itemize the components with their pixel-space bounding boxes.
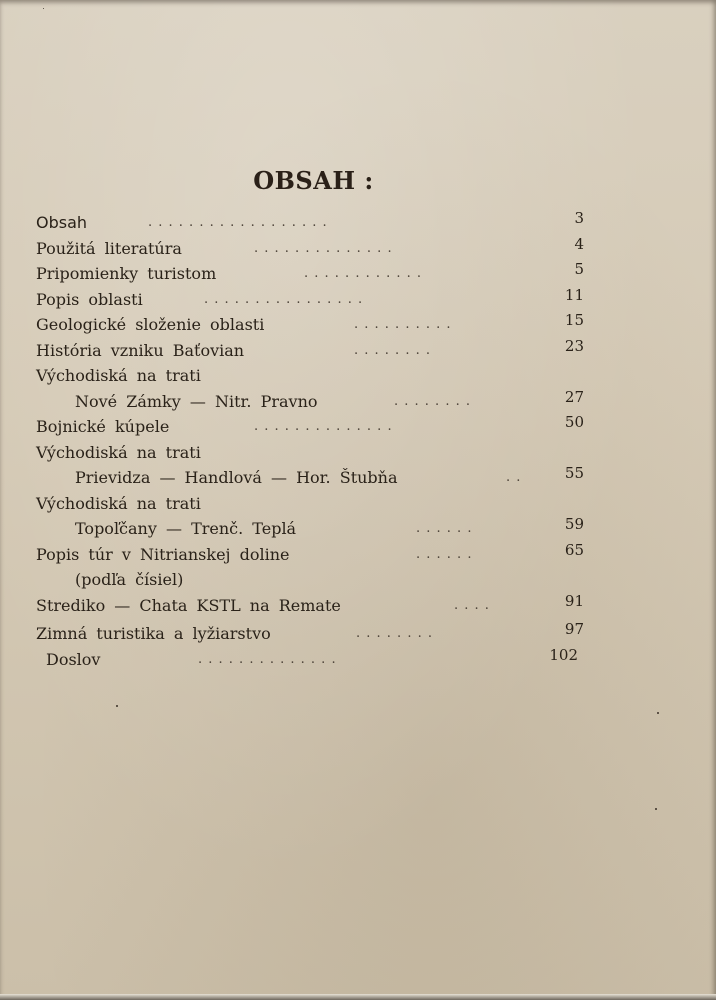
toc-entry-label: Použitá literatúra [36, 238, 182, 258]
toc-page-number: 65 [564, 540, 584, 559]
toc-entry-vychodiska-heading [36, 440, 586, 466]
toc-entry-bojnicke-kupele [36, 414, 586, 440]
toc-entry-popis-tur [36, 542, 586, 568]
toc-entry-topolcany-trencteplá [36, 516, 586, 542]
toc-entry-doslov [36, 647, 586, 673]
dot-leader: . . . . . . . . [394, 393, 471, 409]
dot-leader: . . . . [454, 597, 490, 613]
dot-leader: . . . . . . . . . . . . . . . . [204, 291, 364, 307]
dot-leader: . . . . . . . . [354, 342, 431, 358]
toc-entry-label: Bojnické kúpele [36, 417, 170, 436]
toc-page-number: 97 [564, 620, 584, 638]
toc-page-number: 102 [549, 645, 578, 664]
paper-speck [43, 8, 44, 9]
paper-speck [657, 712, 659, 714]
toc-page-number: 5 [574, 260, 584, 278]
toc-entry-label: Doslov [46, 649, 101, 669]
toc-entry-sublabel: Nové Zámky — Nitr. Pravno [75, 391, 318, 411]
toc-entry-label: Východiská na trati [36, 493, 201, 513]
toc-entry-pouzita-literatura [36, 236, 586, 262]
paper-speck [655, 808, 657, 810]
toc-entry-label: Popis oblasti [36, 289, 143, 309]
dot-leader: . . . . . . [416, 546, 473, 562]
toc-entry-geologicke-slozenie [36, 312, 586, 338]
toc-entry-pripomienky-turistom [36, 261, 586, 287]
toc-entry-strediko-chata [36, 593, 586, 619]
toc-entry-label: Obsah [36, 213, 88, 232]
toc-page-number: 3 [574, 209, 584, 227]
toc-entry-label: Popis túr v Nitrianskej doline [36, 544, 290, 564]
dot-leader: . . . . . . . . [356, 626, 433, 641]
toc-page-number: 4 [574, 234, 584, 253]
toc-entry-popis-oblasti [36, 287, 586, 313]
dot-leader: . . . . . . . . . . . . . . [254, 240, 393, 256]
dot-leader: . . . . . . . . . . . . [304, 266, 423, 281]
toc-entry-zimna-turistika [36, 621, 586, 647]
toc-entry-vychodiska-heading [36, 491, 586, 517]
toc-entry-nove-zamky [36, 389, 586, 415]
dot-leader: . . . . . . [416, 521, 473, 536]
toc-entry-label: Východiská na trati [36, 366, 201, 385]
toc-entry-sublabel: (podľa čísiel) [75, 570, 184, 589]
toc-entry-sublabel: Prievidza — Handlová — Hor. Štubňa [75, 468, 398, 487]
toc-page-number: 91 [564, 591, 584, 610]
toc-page-number: 55 [564, 464, 584, 482]
toc-entry-label: Zimná turistika a lyžiarstvo [36, 624, 271, 643]
toc-entry-label: Pripomienky turistom [36, 264, 217, 283]
toc-entry-prievidza-handlova [36, 465, 586, 491]
toc-entry-label: Strediko — Chata KSTL na Remate [36, 595, 341, 615]
dot-leader: . . . . . . . . . . . . . . [254, 419, 393, 434]
toc-page-number: 27 [564, 387, 584, 406]
toc-entry-vychodiska-heading [36, 363, 586, 389]
page-bottom-edge [0, 994, 716, 1000]
toc-entry-obsah [36, 210, 586, 236]
toc-page-number: 50 [564, 413, 584, 431]
table-of-contents [36, 210, 586, 672]
toc-entry-label: História vzniku Baťovian [36, 340, 245, 360]
toc-entry-label: Geologické složenie oblasti [36, 315, 265, 334]
toc-entry-podla-cisiel [36, 567, 586, 593]
toc-entry-label: Východiská na trati [36, 442, 201, 462]
dot-leader: . . [506, 470, 522, 485]
dot-leader: . . . . . . . . . . [354, 317, 452, 332]
dot-leader: . . . . . . . . . . . . . . . . . . [148, 215, 328, 230]
paper-speck [116, 705, 118, 707]
toc-page-number: 59 [564, 515, 584, 533]
toc-page-number: 11 [564, 285, 584, 304]
toc-entry-sublabel: Topoľčany — Trenč. Teplá [75, 519, 297, 538]
toc-entry-historia-vzniku [36, 338, 586, 364]
dot-leader: . . . . . . . . . . . . . . [198, 651, 337, 667]
toc-page-number: 15 [564, 311, 584, 329]
page-title: OBSAH : [253, 166, 374, 195]
toc-page-number: 23 [564, 336, 584, 355]
